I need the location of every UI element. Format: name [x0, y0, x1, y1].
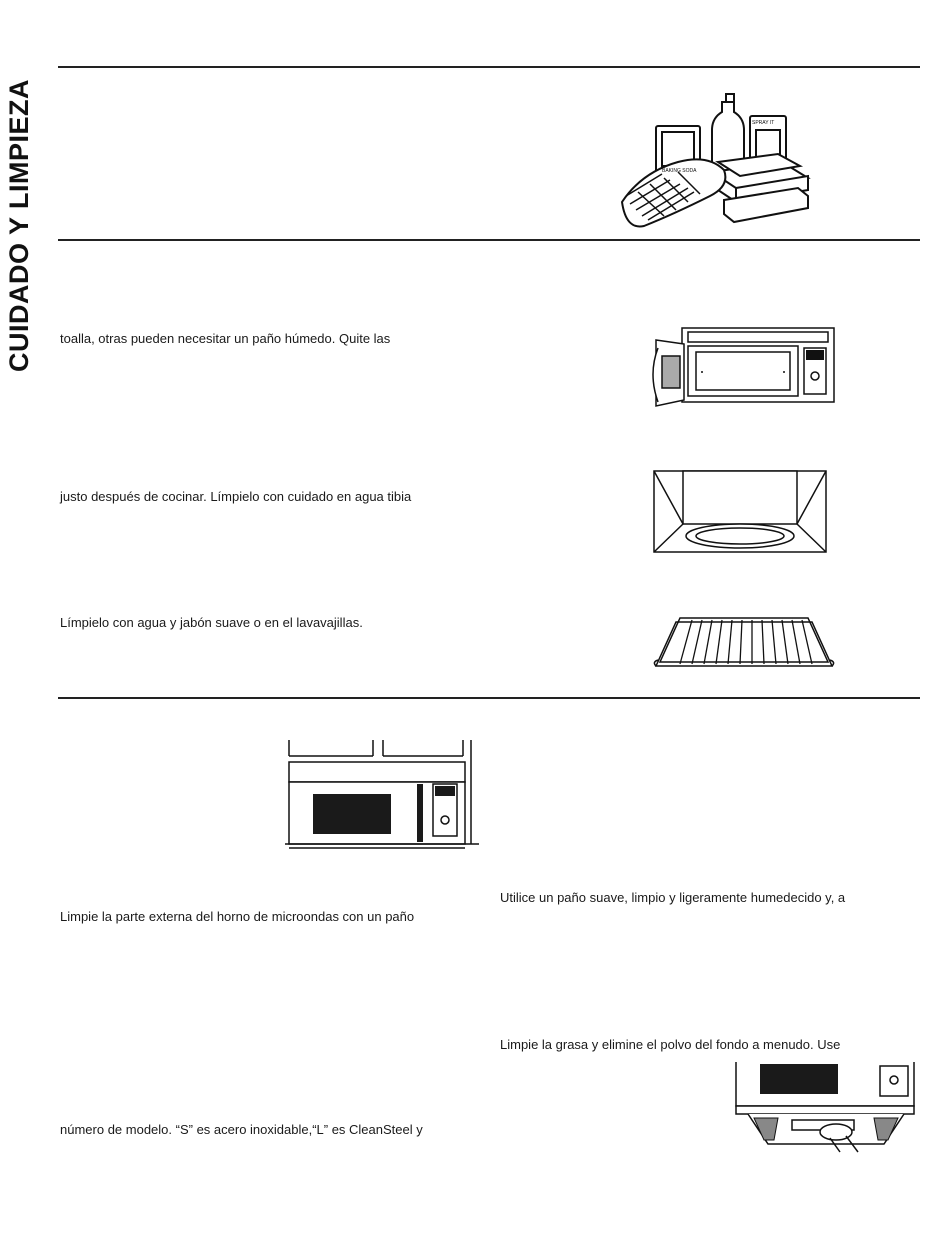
- exterior-text: Limpie la parte externa del horno de microondas con un paño: [60, 909, 415, 924]
- cleaning-bottom-illustration: [734, 1062, 918, 1154]
- rack-text: Límpielo con agua y jabón suave o en el lavavajillas.: [60, 615, 363, 630]
- supplies-box-label: BAKING SODA: [662, 168, 697, 174]
- turntable-illustration: [653, 470, 829, 554]
- model-number-text: número de modelo. “S” es acero inoxidable,“L” es CleanSteel y: [60, 1122, 423, 1137]
- divider-top: [58, 66, 920, 68]
- shelf-rack-illustration: [652, 612, 836, 672]
- section-title: CUIDADO Y LIMPIEZA: [4, 78, 34, 372]
- inner-cleaning-text: toalla, otras pueden necesitar un paño húmedo. Quite las: [60, 331, 391, 346]
- divider-cleaning-inside: [58, 239, 920, 241]
- control-panel-text: Utilice un paño suave, limpio y ligeramente humedecido y, a: [500, 890, 846, 905]
- turntable-text: justo después de cocinar. Límpielo con cuidado en agua tibia: [60, 489, 412, 504]
- bottom-cleaning-text: Limpie la grasa y elimine el polvo del fondo a menudo. Use: [500, 1037, 841, 1052]
- cleaning-supplies-illustration: [618, 92, 814, 226]
- open-microwave-illustration: [646, 326, 838, 412]
- supplies-bottle-label: SPRAY IT: [752, 120, 775, 126]
- divider-cleaning-outside: [58, 697, 920, 699]
- installed-microwave-illustration: [283, 740, 481, 854]
